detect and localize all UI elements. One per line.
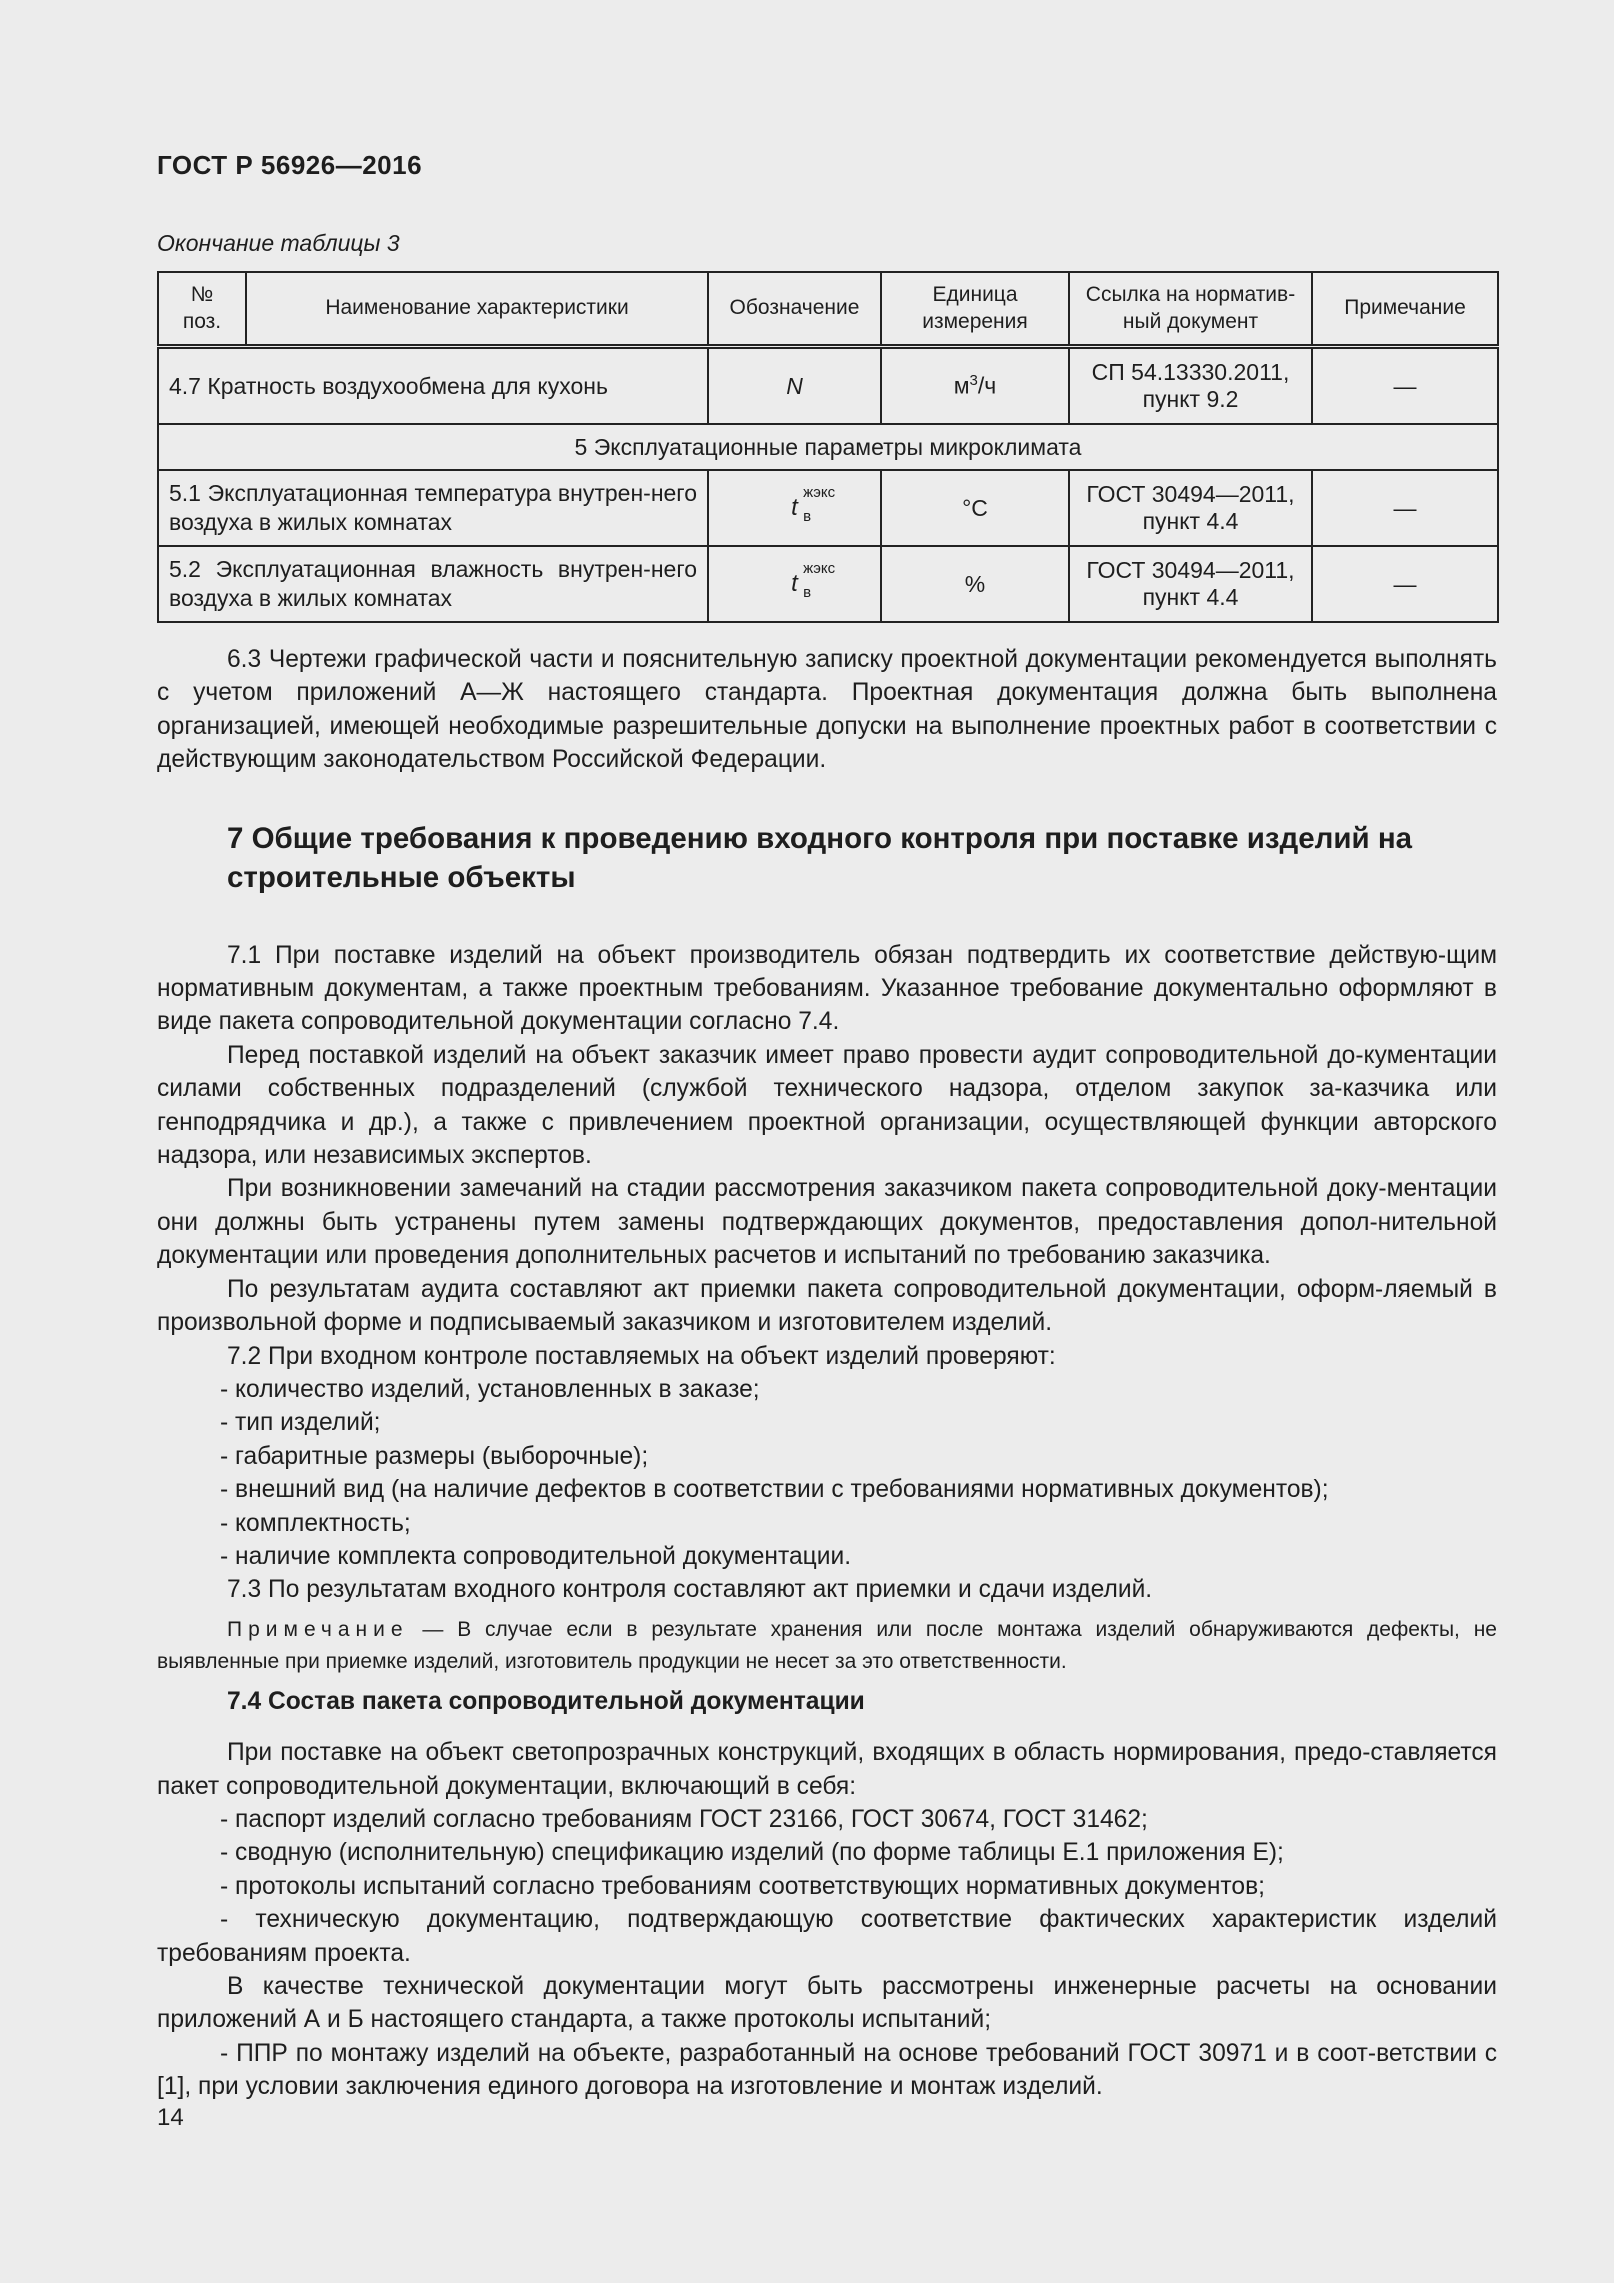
row-reference: СП 54.13330.2011, пункт 9.2 [1069, 347, 1312, 425]
note-text: — В случае если в результате хранения или после монтажа изделий обнаруживаются дефекты, не выявленные при приемке изделий, изготовитель продукции не несет за это ответственности. [157, 1617, 1497, 1673]
row-symbol: t жэкс в [708, 470, 881, 546]
note-label: Примечание [227, 1617, 409, 1641]
paragraph-7-3: 7.3 По результатам входного контроля составляют акт приемки и сдачи изделий. [227, 1576, 1153, 1604]
row-symbol: t жэкс в [708, 546, 881, 622]
col-header-unit: Единица измерения [881, 272, 1069, 347]
section-7-heading: 7 Общие требования к проведению входного контроля при поставке изделий на строительные объекты [227, 821, 1413, 894]
list-item: - сводную (исполнительную) спецификацию изделий (по форме таблицы Е.1 приложения Е); [220, 1839, 1284, 1867]
table-caption: Окончание таблицы 3 [157, 230, 400, 256]
row-unit: $м^3/ч$ [881, 347, 1069, 425]
list-item: - паспорт изделий согласно требованиям ГОСТ 23166, ГОСТ 30674, ГОСТ 31462; [220, 1805, 1148, 1833]
subsection-7-4-heading: 7.4 Состав пакета сопроводительной документации [227, 1687, 865, 1715]
table-row [158, 546, 1498, 622]
row-symbol: N [708, 347, 881, 425]
list-item: - наличие комплекта сопроводительной документации. [220, 1542, 852, 1570]
list-item: - внешний вид (на наличие дефектов в соответствии с требованиями нормативных документов); [220, 1476, 1329, 1504]
list-item: - габаритные размеры (выборочные); [220, 1442, 649, 1470]
row-reference: ГОСТ 30494—2011, пункт 4.4 [1069, 546, 1312, 622]
row-reference: ГОСТ 30494—2011, пункт 4.4 [1069, 470, 1312, 546]
table-row [158, 470, 1498, 546]
paragraph-tech-docs: В качестве технической документации могут быть рассмотрены инженерные расчеты на основании приложений А и Б настоящего стандарта, а также протоколы испытаний; [157, 1973, 1497, 2034]
row-unit: °С [881, 470, 1069, 546]
table-row [158, 347, 1498, 425]
col-header-reference: Ссылка на норматив-ный документ [1069, 272, 1312, 347]
list-item: - количество изделий, установленных в заказе; [220, 1375, 760, 1403]
col-header-position: № поз. [158, 272, 246, 347]
col-header-name: Наименование характеристики [246, 272, 708, 347]
paragraph-audit: Перед поставкой изделий на объект заказчик имеет право провести аудит сопроводительной до-кументации силами собственных подразделений (службой технического надзора, отделом закупок за-казчика или генподрядчика и др.), а также с привлечением проектной организации, осуществляющей функции авторского надзора, или независимых экспертов. [157, 1041, 1497, 1170]
row-note: — [1312, 546, 1498, 622]
col-header-note: Примечание [1312, 272, 1498, 347]
row-name: 5.1 Эксплуатационная температура внутрен-него воздуха в жилых комнатах [158, 470, 708, 546]
section-title: 5 Эксплуатационные параметры микроклимата [158, 424, 1498, 470]
list-item: - протоколы испытаний согласно требованиям соответствующих нормативных документов; [220, 1872, 1265, 1900]
col-header-symbol: Обозначение [708, 272, 881, 347]
row-name: 5.2 Эксплуатационная влажность внутрен-него воздуха в жилых комнатах [158, 546, 708, 622]
paragraph-remarks: При возникновении замечаний на стадии рассмотрения заказчиком пакета сопроводительной доку-ментации они должны быть устранены путем замены подтверждающих документов, предоставления допол-нительной документации или проведения дополнительных расчетов и испытаний по требованию заказчика. [157, 1175, 1497, 1270]
table-header-row [158, 272, 1498, 347]
row-note: — [1312, 470, 1498, 546]
table-section-row [158, 424, 1498, 470]
row-name: 4.7 Кратность воздухообмена для кухонь [158, 347, 708, 425]
document-code: ГОСТ Р 56926—2016 [157, 150, 423, 180]
note [157, 1614, 1497, 1678]
paragraph-7-1: 7.1 При поставке изделий на объект производитель обязан подтвердить их соответствие действую-щим нормативным документам, а также проектным требованиям. Указанное требование документально оформляют в виде пакета сопроводительной документации согласно 7.4. [157, 941, 1497, 1036]
document-body [157, 643, 1497, 2104]
list-item: - тип изделий; [220, 1409, 381, 1437]
paragraph-6-3: 6.3 Чертежи графической части и пояснительную записку проектной документации рекомендуется выполнять с учетом приложений А—Ж настоящего стандарта. Проектная документация должна быть выполнена организацией, имеющей необходимые разрешительные допуски на выполнение проектных работ в соответствии с действующим законодательством Российской Федерации. [157, 646, 1497, 774]
paragraph-results: По результатам аудита составляют акт приемки пакета сопроводительной документации, оформ-ляемый в произвольной форме и подписываемый заказчиком и изготовителем изделий. [157, 1275, 1497, 1337]
list-item: - ППР по монтажу изделий на объекте, разработанный на основе требований ГОСТ 30971 и в соот-ветствии с [1], при условии заключения единого договора на изготовление и монтаж изделий. [157, 2039, 1497, 2101]
row-note: — [1312, 347, 1498, 425]
list-item: - техническую документацию, подтверждающую соответствие фактических характеристик изделий требованиям проекта. [157, 1906, 1497, 1967]
paragraph-7-2: 7.2 При входном контроле поставляемых на объект изделий проверяют: [227, 1342, 1056, 1370]
paragraph-7-4: При поставке на объект светопрозрачных конструкций, входящих в область нормирования, предо-ставляется пакет сопроводительной документации, включающий в себя: [157, 1739, 1497, 1800]
row-unit: % [881, 546, 1069, 622]
list-item: - комплектность; [220, 1509, 411, 1537]
characteristics-table [157, 271, 1499, 623]
page-number: 14 [157, 2104, 184, 2131]
